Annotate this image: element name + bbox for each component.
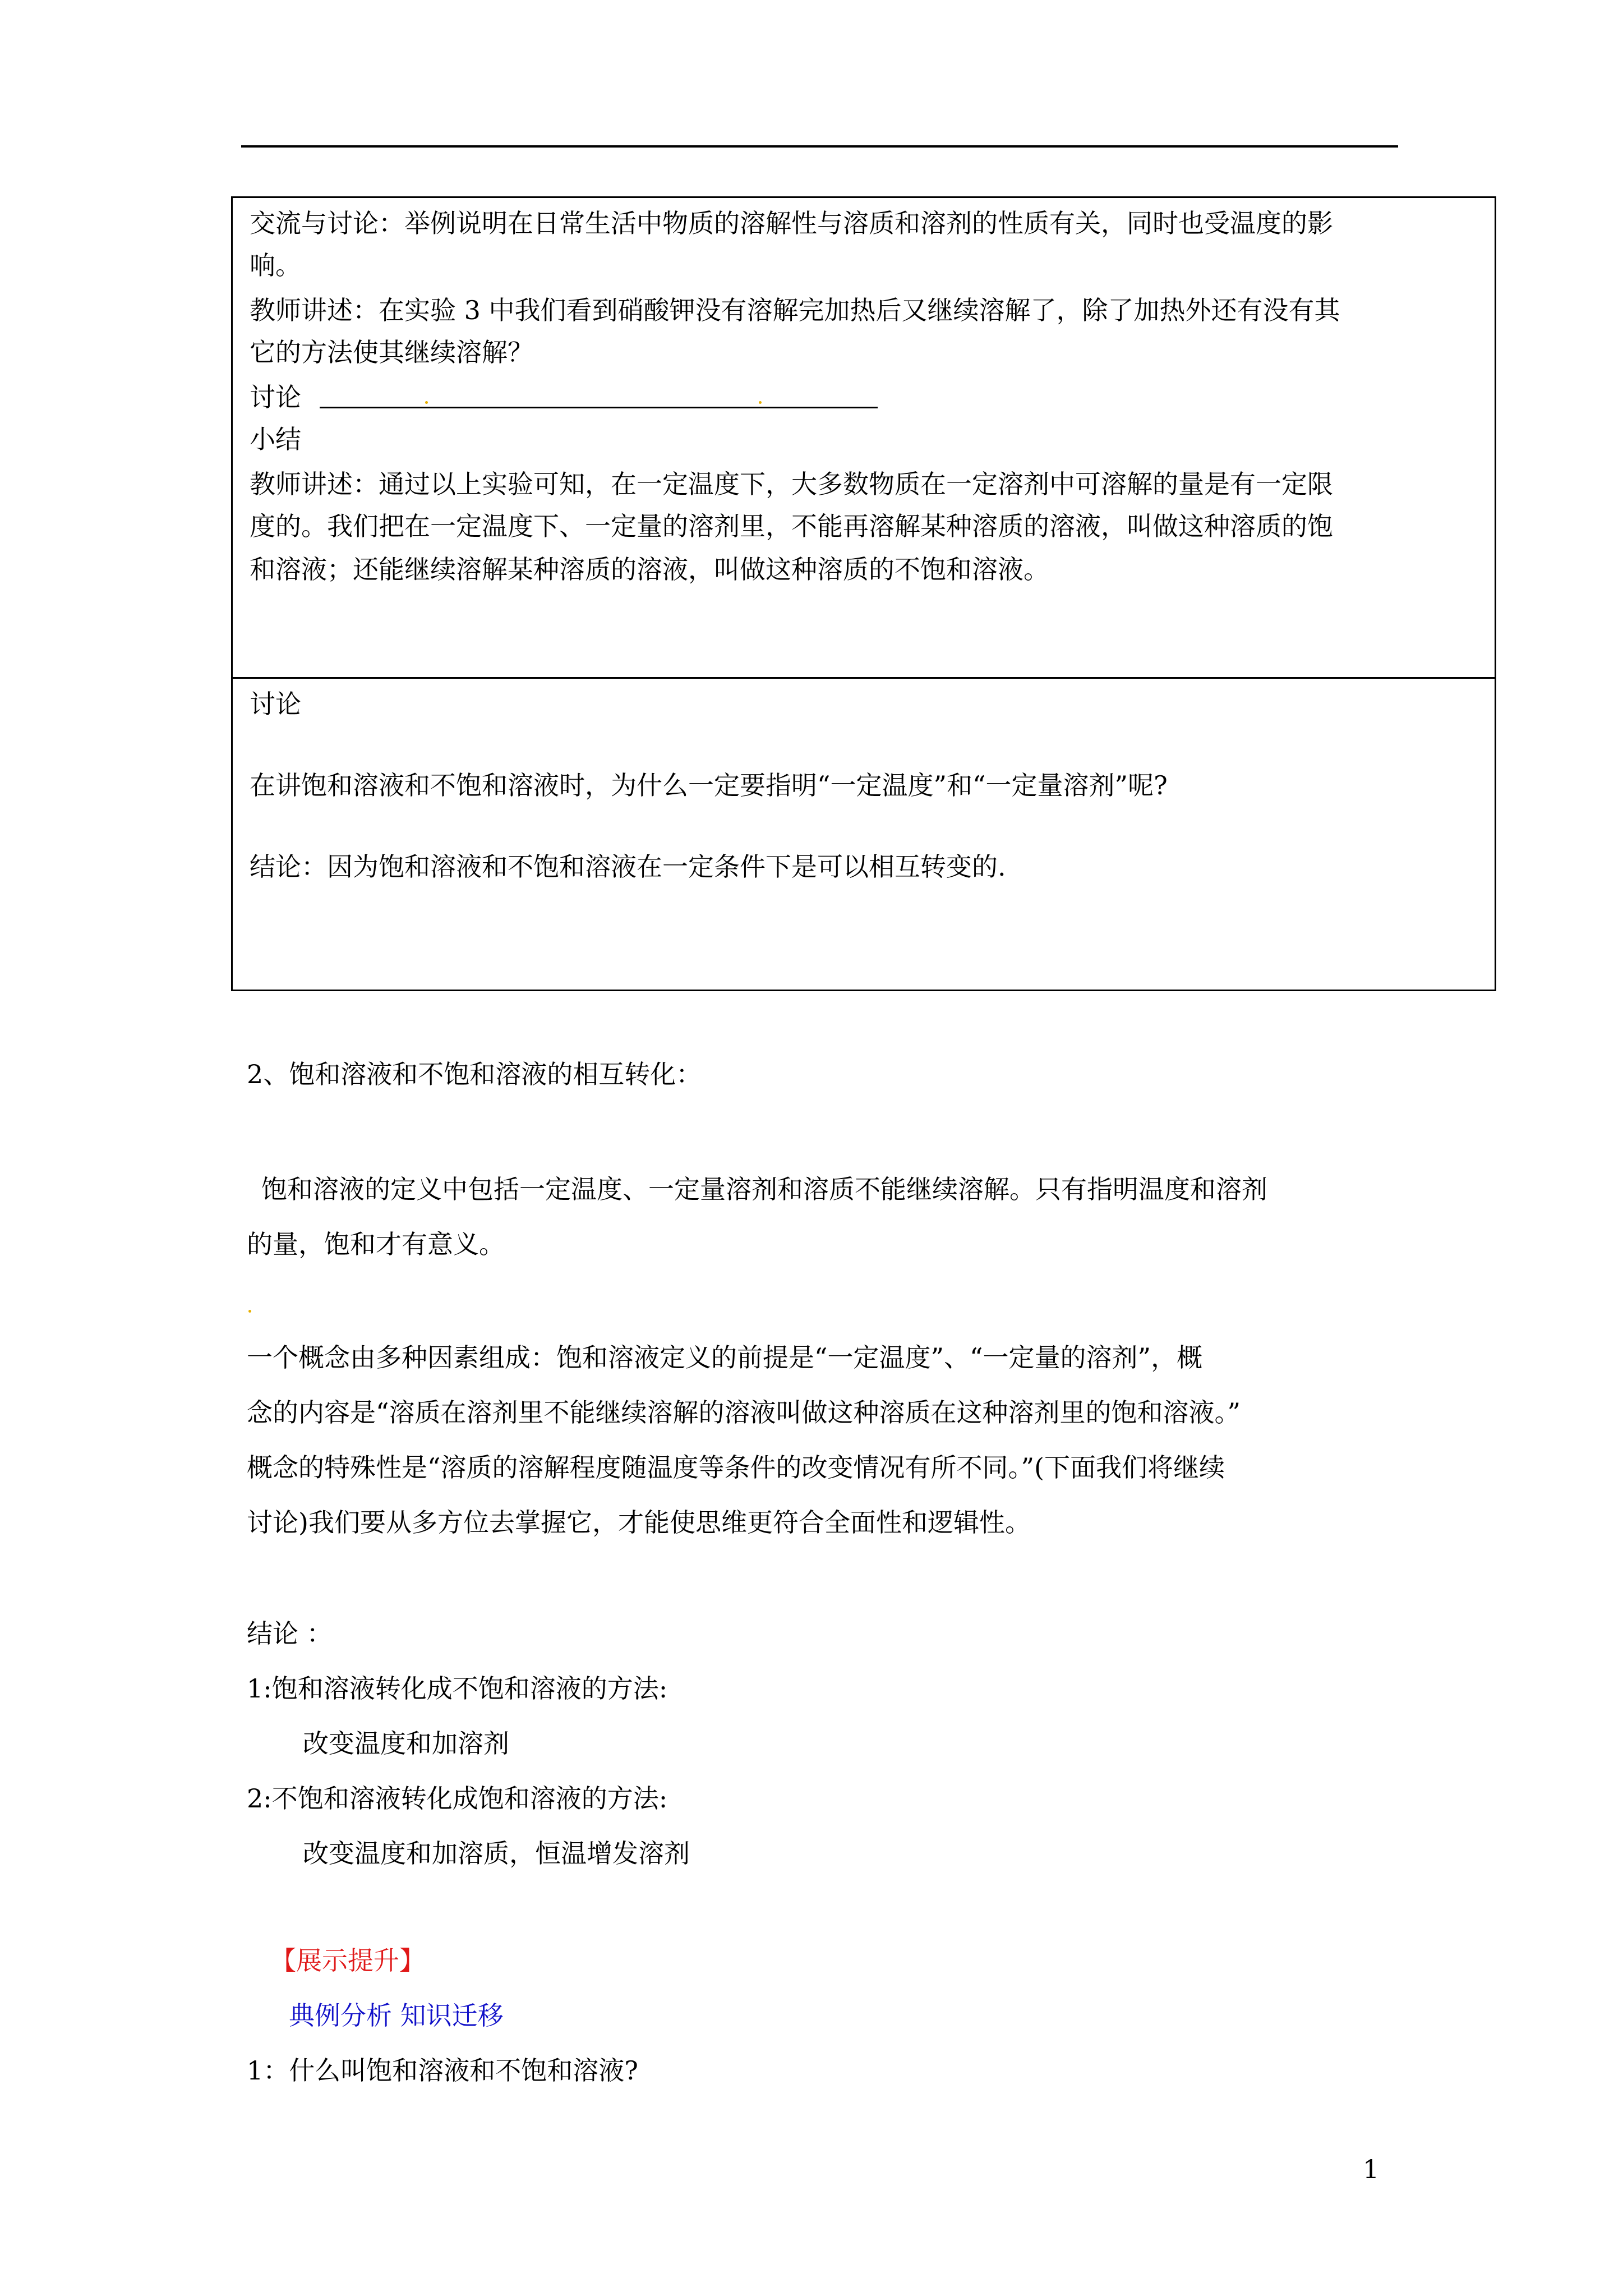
paragraph-line: 讨论)我们要从多方位去掌握它，才能使思维更符合全面性和逻辑性。 — [247, 1507, 1031, 1538]
summary-label: 小结 — [250, 424, 301, 454]
method-title: 1:饱和溶液转化成不饱和溶液的方法: — [247, 1673, 668, 1704]
section-heading: 2、饱和溶液和不饱和溶液的相互转化： — [247, 1059, 702, 1089]
paragraph-line: 念的内容是“溶质在溶剂里不能继续溶解的溶液叫做这种溶质在这种溶剂里的饱和溶液。” — [247, 1397, 1241, 1428]
answer-blank — [320, 407, 878, 408]
discussion-label: 讨论 — [250, 382, 301, 412]
text-line: 它的方法使其继续溶解？ — [250, 337, 533, 367]
text-line: 交流与讨论：举例说明在日常生活中物质的溶解性与溶质和溶剂的性质有关，同时也受温度的影 — [250, 208, 1333, 238]
showcase-subheading: 典例分析 知识迁移 — [289, 2000, 504, 2031]
mark-dot — [759, 401, 762, 404]
discussion-box-1 — [231, 196, 1496, 679]
paragraph-line: 的量，饱和才有意义。 — [247, 1229, 505, 1259]
paragraph-line: 饱和溶液的定义中包括一定温度、一定量溶剂和溶质不能继续溶解。只有指明温度和溶剂 — [261, 1174, 1267, 1204]
method-body: 改变温度和加溶剂 — [303, 1728, 509, 1759]
text-line: 响。 — [250, 250, 301, 280]
discussion-box-2 — [231, 677, 1496, 991]
discussion-conclusion: 结论：因为饱和溶液和不饱和溶液在一定条件下是可以相互转变的. — [250, 852, 1006, 882]
discussion-question: 在讲饱和溶液和不饱和溶液时，为什么一定要指明“一定温度”和“一定量溶剂”呢? — [250, 770, 1168, 800]
mark-dot — [248, 1310, 251, 1313]
text-line: 教师讲述：通过以上实验可知，在一定温度下，大多数物质在一定溶剂中可溶解的量是有一定限 — [250, 469, 1333, 499]
method-body: 改变温度和加溶质，恒温增发溶剂 — [303, 1838, 690, 1869]
header-rule — [241, 145, 1398, 148]
text-line: 度的。我们把在一定温度下、一定量的溶剂里，不能再溶解某种溶质的溶液，叫做这种溶质的饱 — [250, 511, 1333, 541]
text-line: 教师讲述：在实验 3 中我们看到硝酸钾没有溶解完加热后又继续溶解了，除了加热外还有没有其 — [250, 295, 1340, 325]
paragraph-line: 一个概念由多种因素组成：饱和溶液定义的前提是“一定温度”、“一定量的溶剂”，概 — [247, 1342, 1203, 1373]
text-line: 和溶液；还能继续溶解某种溶质的溶液，叫做这种溶质的不饱和溶液。 — [250, 554, 1049, 585]
mark-dot — [425, 401, 428, 404]
showcase-heading: 【展示提升】 — [270, 1945, 425, 1976]
conclusion-label: 结论 ： — [247, 1618, 333, 1649]
discussion-label: 讨论 — [250, 689, 301, 719]
question-line: 1：什么叫饱和溶液和不饱和溶液? — [247, 2055, 638, 2086]
method-title: 2:不饱和溶液转化成饱和溶液的方法: — [247, 1783, 668, 1814]
paragraph-line: 概念的特殊性是“溶质的溶解程度随温度等条件的改变情况有所不同。”(下面我们将继续 — [247, 1452, 1225, 1483]
page-number: 1 — [1363, 2154, 1380, 2184]
